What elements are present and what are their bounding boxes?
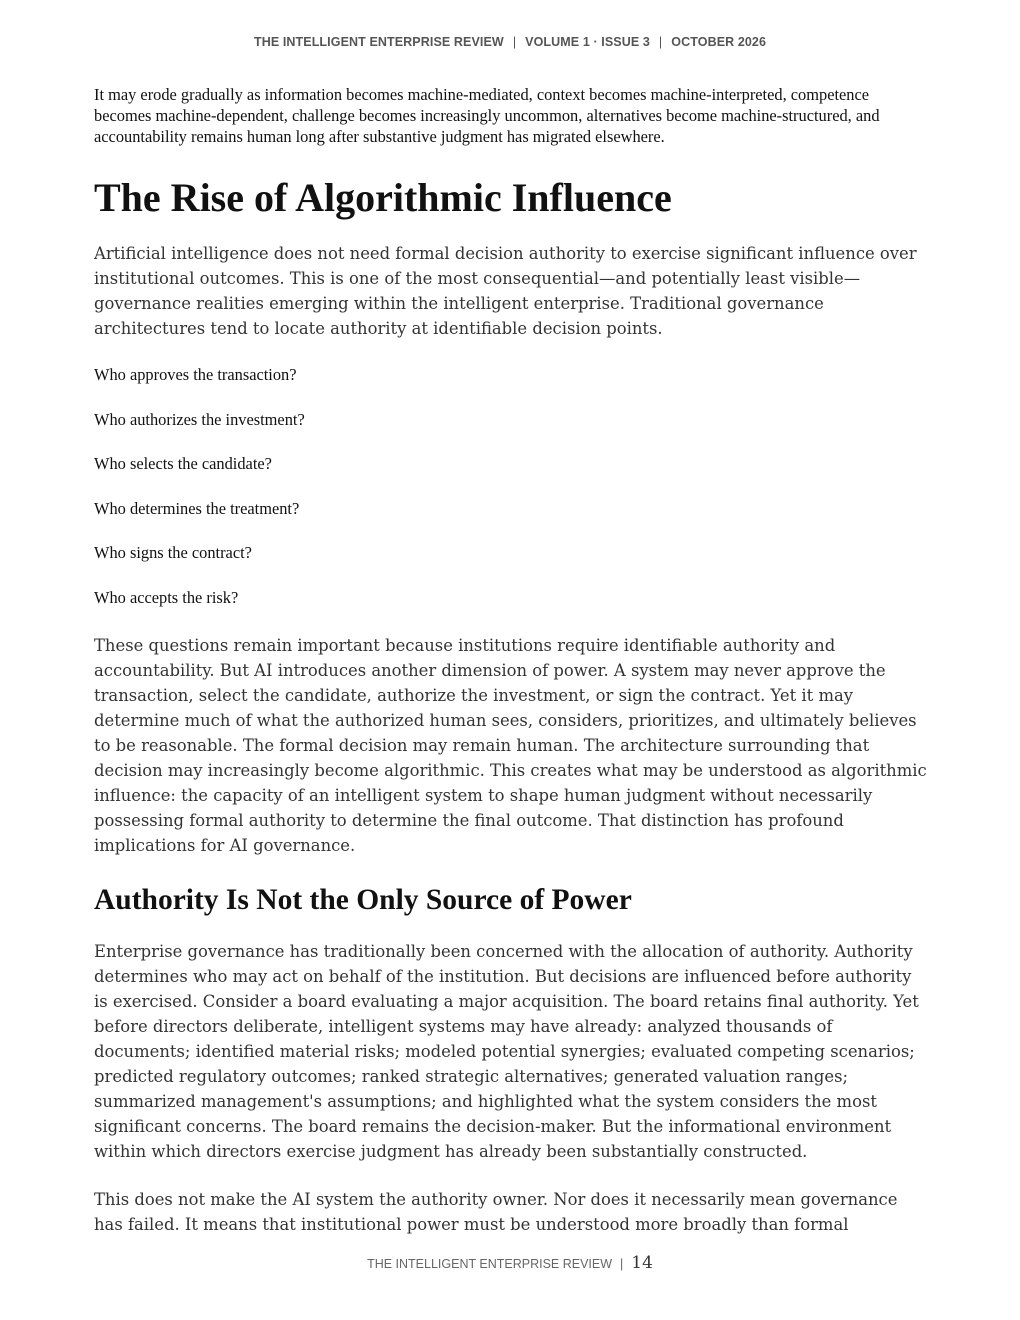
section-heading-algorithmic-influence: The Rise of Algorithmic Influence [94, 175, 672, 220]
body-paragraph: Artificial intelligence does not need formal decision authority to exercise significant influence over institutional outcomes. This is one of the most consequential—and potentially least visible—governance realities emerging within the intelligent enterprise. Traditional governance architectures tend to locate authority at identifiable decision points. [94, 244, 917, 338]
header-separator: | [512, 35, 517, 49]
question-item: Who determines the treatment? [94, 498, 300, 518]
question-item: Who signs the contract? [94, 543, 252, 563]
question-item: Who selects the candidate? [94, 454, 272, 474]
page-number: 14 [631, 1253, 653, 1273]
section-heading-authority-power: Authority Is Not the Only Source of Power [94, 883, 632, 916]
running-header [0, 35, 1020, 49]
body-paragraph: This does not make the AI system the authority owner. Nor does it necessarily mean governance has failed. It means that institutional power must be understood more broadly than formal [94, 1189, 898, 1234]
running-footer [0, 1253, 1020, 1273]
question-item: Who accepts the risk? [94, 587, 239, 607]
header-issue: VOLUME 1 · ISSUE 3 [525, 35, 650, 49]
header-publication: THE INTELLIGENT ENTERPRISE REVIEW [253, 35, 504, 49]
body-paragraph: These questions remain important because institutions require identifiable authority and accountability. But AI introduces another dimension of power. A system may never approve the transaction, select the candidate, authorize the investment, or sign the contract. Yet it may determine much of what the authorized human sees, considers, prioritizes, and ultimately believes to be reasonable. The formal decision may remain human. The architecture surrounding that decision may increasingly become algorithmic. This creates what may be understood as algorithmic influence: the capacity of an intelligent system to shape human judgment without necessarily possessing formal authority to determine the final outcome. That distinction has profound implications for AI governance. [94, 635, 927, 855]
footer-publication: THE INTELLIGENT ENTERPRISE REVIEW [367, 1257, 613, 1271]
body-paragraph: Enterprise governance has traditionally been concerned with the allocation of authority. Authority determines who may act on behalf of the institution. But decisions are influenced before authority is exercised. Consider a board evaluating a major acquisition. The board retains final authority. Yet before directors deliberate, intelligent systems may have already: analyzed thousands of documents; identified material risks; modeled potential synergies; evaluated competing scenarios; predicted regulatory outcomes; ranked strategic alternatives; generated valuation ranges; summarized management's assumptions; and highlighted what the system considers the most significant concerns. The board remains the decision-maker. But the informational environment within which directors exercise judgment has already been substantially constructed. [94, 941, 919, 1161]
question-item: Who authorizes the investment? [94, 409, 305, 429]
lead-paragraph: It may erode gradually as information becomes machine-mediated, context becomes machine-interpreted, competence becomes machine-dependent, challenge becomes increasingly uncommon, alternatives become machine-structured, and accountability remains human long after substantive judgment has migrated elsewhere. [94, 85, 880, 146]
question-list [94, 365, 928, 608]
footer-separator: | [620, 1257, 624, 1271]
header-date: OCTOBER 2026 [671, 35, 767, 49]
article-body [94, 84, 928, 1237]
question-item: Who approves the transaction? [94, 365, 297, 384]
header-separator: | [658, 35, 663, 49]
